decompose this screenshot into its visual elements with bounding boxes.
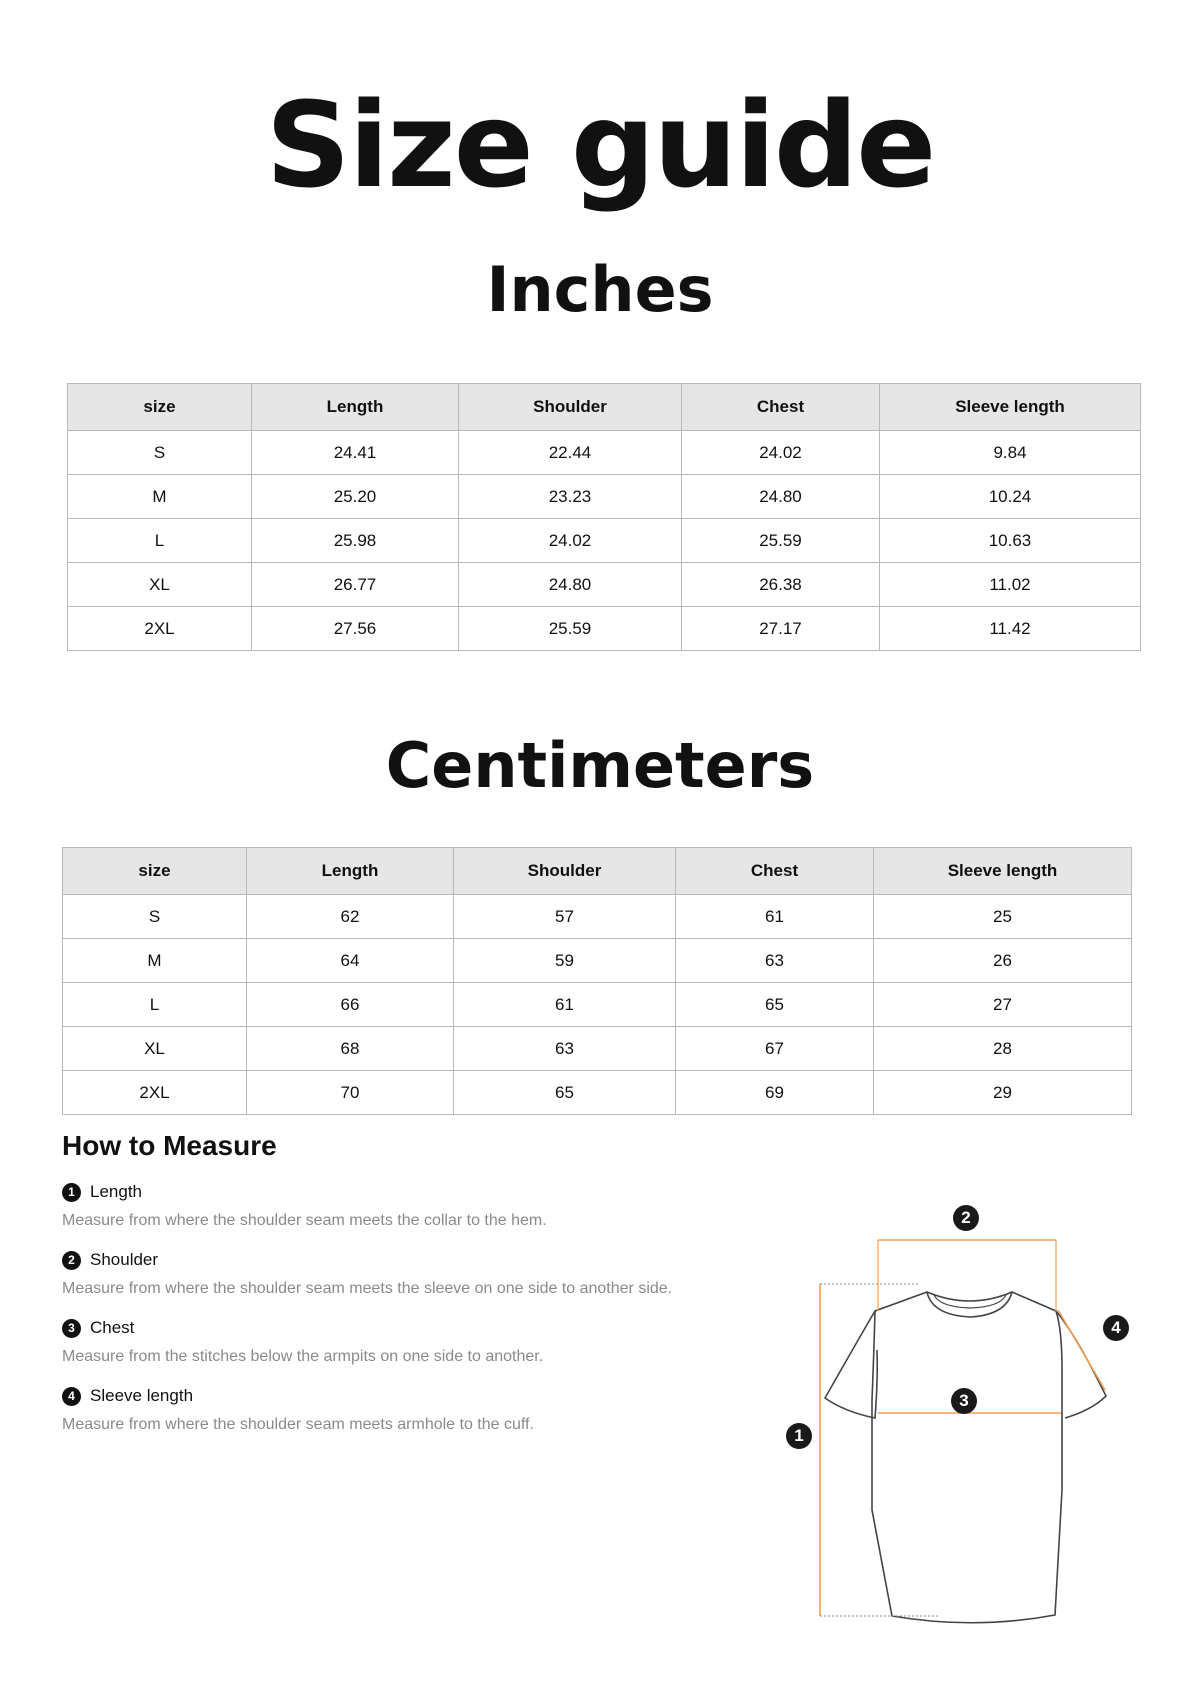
measurement-cell: 29 <box>874 1071 1132 1115</box>
table-row <box>68 607 1141 651</box>
measurement-cell: 67 <box>676 1027 874 1071</box>
measurement-cell: 24.80 <box>682 475 880 519</box>
column-header: Shoulder <box>459 384 682 431</box>
table-row <box>68 431 1141 475</box>
measurement-cell: 24.41 <box>252 431 459 475</box>
measurement-cell: 27.56 <box>252 607 459 651</box>
column-header: size <box>68 384 252 431</box>
measurement-cell: 65 <box>676 983 874 1027</box>
size-cell: S <box>68 431 252 475</box>
marker-shoulder: 2 <box>953 1205 979 1231</box>
measurement-cell: 24.80 <box>459 563 682 607</box>
tshirt-left-sleeve <box>825 1311 877 1418</box>
size-cell: 2XL <box>63 1071 247 1115</box>
size-cell: XL <box>68 563 252 607</box>
size-cell: L <box>68 519 252 563</box>
measurement-cell: 66 <box>247 983 454 1027</box>
measurement-cell: 11.42 <box>880 607 1141 651</box>
measurement-cell: 61 <box>676 895 874 939</box>
step-description: Measure from the stitches below the armpits on one side to another. <box>62 1348 544 1365</box>
table-row <box>63 983 1132 1027</box>
column-header: Sleeve length <box>880 384 1141 431</box>
inches-section-title: Inches <box>486 253 714 326</box>
marker-chest: 3 <box>951 1388 977 1414</box>
measurement-cell: 25.20 <box>252 475 459 519</box>
measure-step-shoulder <box>62 1246 742 1314</box>
size-cell: M <box>63 939 247 983</box>
measurement-cell: 70 <box>247 1071 454 1115</box>
measure-steps <box>62 1178 742 1450</box>
measurement-cell: 59 <box>454 939 676 983</box>
step-label: Length <box>90 1182 142 1201</box>
measure-step-sleeve-length <box>62 1382 742 1450</box>
tshirt-measurement-diagram <box>794 1200 1140 1630</box>
table-row <box>63 1027 1132 1071</box>
measurement-cell: 69 <box>676 1071 874 1115</box>
column-header: Shoulder <box>454 848 676 895</box>
measurement-cell: 25.59 <box>459 607 682 651</box>
table-row <box>68 475 1141 519</box>
step-number-badge: 4 <box>62 1387 81 1406</box>
step-description: Measure from where the shoulder seam meets the sleeve on one side to another side. <box>62 1280 673 1297</box>
measurement-cell: 57 <box>454 895 676 939</box>
measurement-cell: 26.77 <box>252 563 459 607</box>
step-number-badge: 2 <box>62 1251 81 1270</box>
measurement-cell: 62 <box>247 895 454 939</box>
page-title: Size guide <box>265 76 935 214</box>
tshirt-right-sleeve <box>1056 1311 1106 1418</box>
column-header: Length <box>252 384 459 431</box>
measurement-cell: 65 <box>454 1071 676 1115</box>
measurement-cell: 27 <box>874 983 1132 1027</box>
how-to-measure-title: How to Measure <box>62 1130 277 1161</box>
column-header: Chest <box>676 848 874 895</box>
table-header-row <box>68 384 1141 431</box>
measurement-cell: 25.98 <box>252 519 459 563</box>
measurement-cell: 25.59 <box>682 519 880 563</box>
centimeters-size-table <box>62 847 1132 1115</box>
measure-step-length <box>62 1178 742 1246</box>
measurement-cell: 26.38 <box>682 563 880 607</box>
marker-sleeve-length: 4 <box>1103 1315 1129 1341</box>
column-header: Length <box>247 848 454 895</box>
table-row <box>63 895 1132 939</box>
measurement-cell: 10.24 <box>880 475 1141 519</box>
table-row <box>68 519 1141 563</box>
size-cell: XL <box>63 1027 247 1071</box>
step-label: Chest <box>90 1318 135 1337</box>
column-header: Chest <box>682 384 880 431</box>
centimeters-section-title: Centimeters <box>385 729 815 802</box>
measurement-cell: 28 <box>874 1027 1132 1071</box>
measurement-cell: 10.63 <box>880 519 1141 563</box>
measurement-cell: 24.02 <box>682 431 880 475</box>
measurement-cell: 22.44 <box>459 431 682 475</box>
size-cell: L <box>63 983 247 1027</box>
column-header: size <box>63 848 247 895</box>
size-cell: S <box>63 895 247 939</box>
step-description: Measure from where the shoulder seam meets the collar to the hem. <box>62 1212 547 1229</box>
table-row <box>63 939 1132 983</box>
measurement-cell: 25 <box>874 895 1132 939</box>
table-row <box>63 1071 1132 1115</box>
step-number-badge: 1 <box>62 1183 81 1202</box>
measurement-cell: 27.17 <box>682 607 880 651</box>
step-description: Measure from where the shoulder seam meets armhole to the cuff. <box>62 1416 534 1433</box>
measurement-cell: 61 <box>454 983 676 1027</box>
measurement-cell: 68 <box>247 1027 454 1071</box>
measurement-cell: 9.84 <box>880 431 1141 475</box>
measurement-cell: 63 <box>454 1027 676 1071</box>
step-label: Sleeve length <box>90 1386 194 1405</box>
table-row <box>68 563 1141 607</box>
tshirt-outline <box>872 1292 1062 1623</box>
measurement-cell: 11.02 <box>880 563 1141 607</box>
table-header-row <box>63 848 1132 895</box>
measurement-cell: 24.02 <box>459 519 682 563</box>
size-cell: 2XL <box>68 607 252 651</box>
column-header: Sleeve length <box>874 848 1132 895</box>
sleeve-measure-line <box>1058 1310 1105 1390</box>
step-label: Shoulder <box>90 1250 159 1269</box>
inches-size-table <box>67 383 1141 651</box>
size-cell: M <box>68 475 252 519</box>
step-number-badge: 3 <box>62 1319 81 1338</box>
measurement-cell: 23.23 <box>459 475 682 519</box>
tshirt-illustration <box>800 1200 1140 1630</box>
marker-length: 1 <box>786 1423 812 1449</box>
measure-step-chest <box>62 1314 742 1382</box>
measurement-cell: 64 <box>247 939 454 983</box>
measurement-cell: 63 <box>676 939 874 983</box>
measurement-cell: 26 <box>874 939 1132 983</box>
